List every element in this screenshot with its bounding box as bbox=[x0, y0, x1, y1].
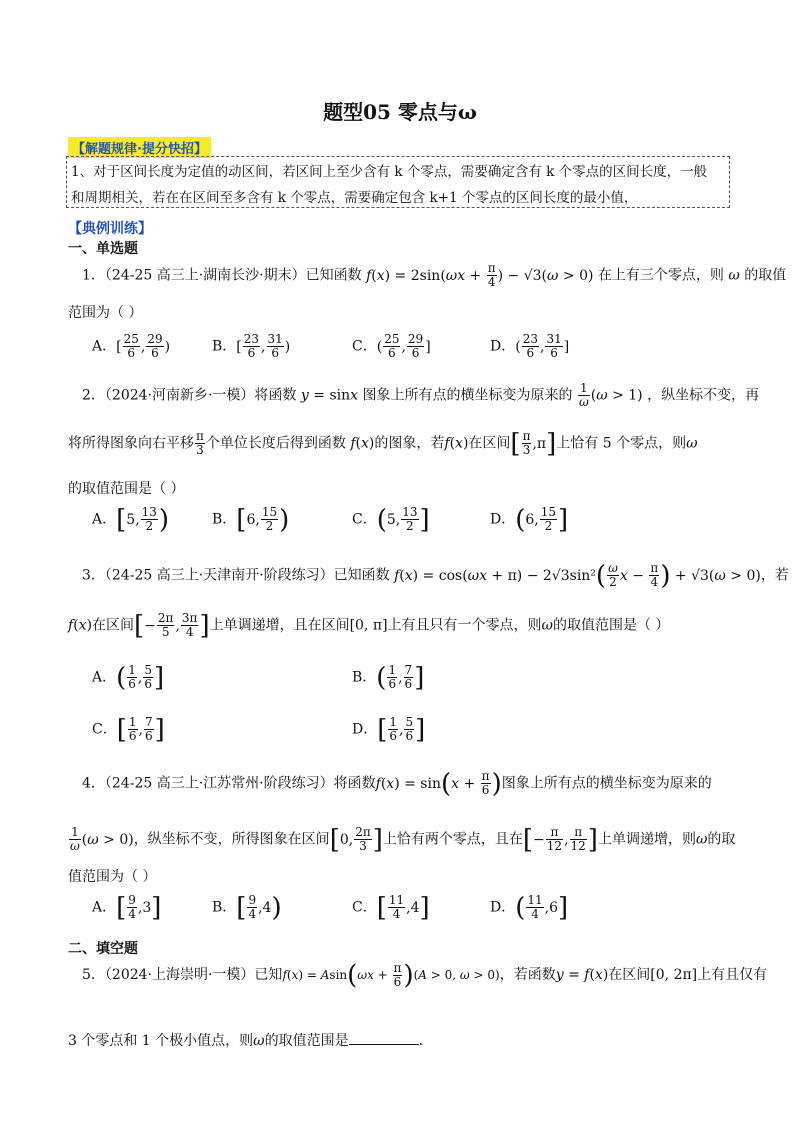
q1-text-a: 1．（24-25 高三上·湖南长沙·期末）已知函数 bbox=[82, 267, 362, 284]
q4-option-c[interactable]: C．[ $\frac{11}{4}$ ,4] bbox=[352, 892, 430, 923]
q2-option-c[interactable]: C．(5, $\frac{13}{2}$ ] bbox=[352, 504, 430, 535]
q1-option-b[interactable]: B．[ $\frac{23}{6}$ , $\frac{31}{6}$ ) bbox=[212, 332, 291, 360]
q4-line-2: $\frac{1}{\omega}$ (ω > 0)，纵坐标不变，所得图象在区间[0, $\frac{2\pi}{3}$ ]上恰有两个零点，且在[− $\frac{\pi}{12}$ , $\frac{\pi}{12}$ ]上单调递增，则ω的取 bbox=[70, 824, 736, 855]
q4-option-d[interactable]: D．( $\frac{11}{4}$ ,6] bbox=[490, 892, 569, 923]
tip-box bbox=[66, 156, 730, 208]
q1-option-a[interactable]: A．[ $\frac{25}{6}$ , $\frac{29}{6}$ ) bbox=[92, 332, 171, 360]
q1-option-c[interactable]: C．( $\frac{25}{6}$ , $\frac{29}{6}$ ] bbox=[352, 332, 431, 360]
tip-line-2: 和周期相关，若在在区间至多含有 k 个零点，需要确定包含 k+1 个零点的区间长度的最小值， bbox=[71, 190, 638, 206]
q3-line-2: f(x)在区间[− $\frac{2\pi}{5}$ , $\frac{3\pi}{4}$ ]上单调递增，且在区间[0, π]上有且只有一个零点，则ω的取值范围是（ ） bbox=[68, 610, 670, 641]
question-1 bbox=[82, 262, 786, 289]
q3-option-b[interactable]: B．( $\frac{1}{6}$ , $\frac{7}{6}$ ] bbox=[352, 662, 425, 693]
q1-formula: f(x) = 2sin(ωx + $\frac{\pi}{4}$ ) − √3(ω > 0) bbox=[366, 261, 594, 289]
q1-text-b: 在上有三个零点，则 bbox=[597, 267, 724, 284]
method-banner: 【解题规律·提分快招】 bbox=[68, 137, 211, 158]
q1-text-c: 的取值 bbox=[744, 267, 787, 284]
question-3: 3．（24-25 高三上·天津南开·阶段练习）已知函数 f(x) = cos(ωx + π) − 2√3sin²( $\frac{\omega}{2}$ x − $\frac{\pi}{4}$ ) + √3(ω > 0)，若 bbox=[82, 560, 789, 591]
q1-option-d[interactable]: D．( $\frac{23}{6}$ , $\frac{31}{6}$ ] bbox=[490, 332, 570, 360]
q4-option-a[interactable]: A．[ $\frac{9}{4}$ ,3] bbox=[92, 892, 162, 923]
q3-option-a[interactable]: A．( $\frac{1}{6}$ , $\frac{5}{6}$ ] bbox=[92, 662, 165, 693]
q2-line-2: 将所得图象向右平移 $\frac{\pi}{3}$ 个单位长度后得到函数 f(x)的图象，若f(x)在区间[ $\frac{\pi}{3}$ ,π]上恰有 5 个零点，则ω bbox=[68, 428, 698, 459]
q2-option-a[interactable]: A．[5, $\frac{13}{2}$ ) bbox=[92, 504, 170, 535]
question-2: 2．（2024·河南新乡·一模）将函数 y = sinx 图象上所有点的横坐标变为原来的 $\frac{1}{\omega}$ (ω > 1) ，纵坐标不变，再 bbox=[82, 381, 760, 409]
q4-line-3: 值范围为（ ） bbox=[68, 869, 157, 885]
part-single-choice: 一、单选题 bbox=[68, 241, 138, 257]
q4-option-b[interactable]: B．[ $\frac{9}{4}$ ,4) bbox=[212, 892, 282, 923]
q2-option-d[interactable]: D．(6, $\frac{15}{2}$ ] bbox=[490, 504, 569, 535]
q3-option-c[interactable]: C．[ $\frac{1}{6}$ , $\frac{7}{6}$ ] bbox=[92, 714, 165, 745]
part-fill-blank: 二、填空题 bbox=[68, 941, 138, 957]
examples-heading: 【典例训练】 bbox=[68, 221, 152, 237]
q5-line-2: 3 个零点和 1 个极小值点，则ω的取值范围是 . bbox=[68, 1033, 424, 1049]
answer-blank[interactable] bbox=[349, 1032, 419, 1045]
q1-line-2: 范围为（ ） bbox=[68, 305, 143, 321]
q3-option-d[interactable]: D．[ $\frac{1}{6}$ , $\frac{5}{6}$ ] bbox=[352, 714, 426, 745]
question-4: 4．（24-25 高三上·江苏常州·阶段练习）将函数f(x) = sin(x + $\frac{\pi}{6}$ )图象上所有点的横坐标变为原来的 bbox=[82, 768, 712, 799]
question-5: 5．（2024·上海崇明·一模）已知f(x) = Asin(ωx + $\frac{\pi}{6}$ )(A > 0, ω > 0)，若函数y = f(x)在区间[0, 2π]上有且仅有 bbox=[82, 960, 768, 991]
tip-line-1: 1、对于区间长度为定值的动区间，若区间上至少含有 k 个零点，需要确定含有 k 个零点的区间长度，一般 bbox=[71, 164, 708, 180]
q1-omega: ω bbox=[728, 267, 740, 284]
q2-line-3: 的取值范围是（ ） bbox=[68, 481, 185, 497]
page-title: 题型05 零点与ω bbox=[323, 100, 477, 124]
q2-option-b[interactable]: B．[6, $\frac{15}{2}$ ) bbox=[212, 504, 290, 535]
